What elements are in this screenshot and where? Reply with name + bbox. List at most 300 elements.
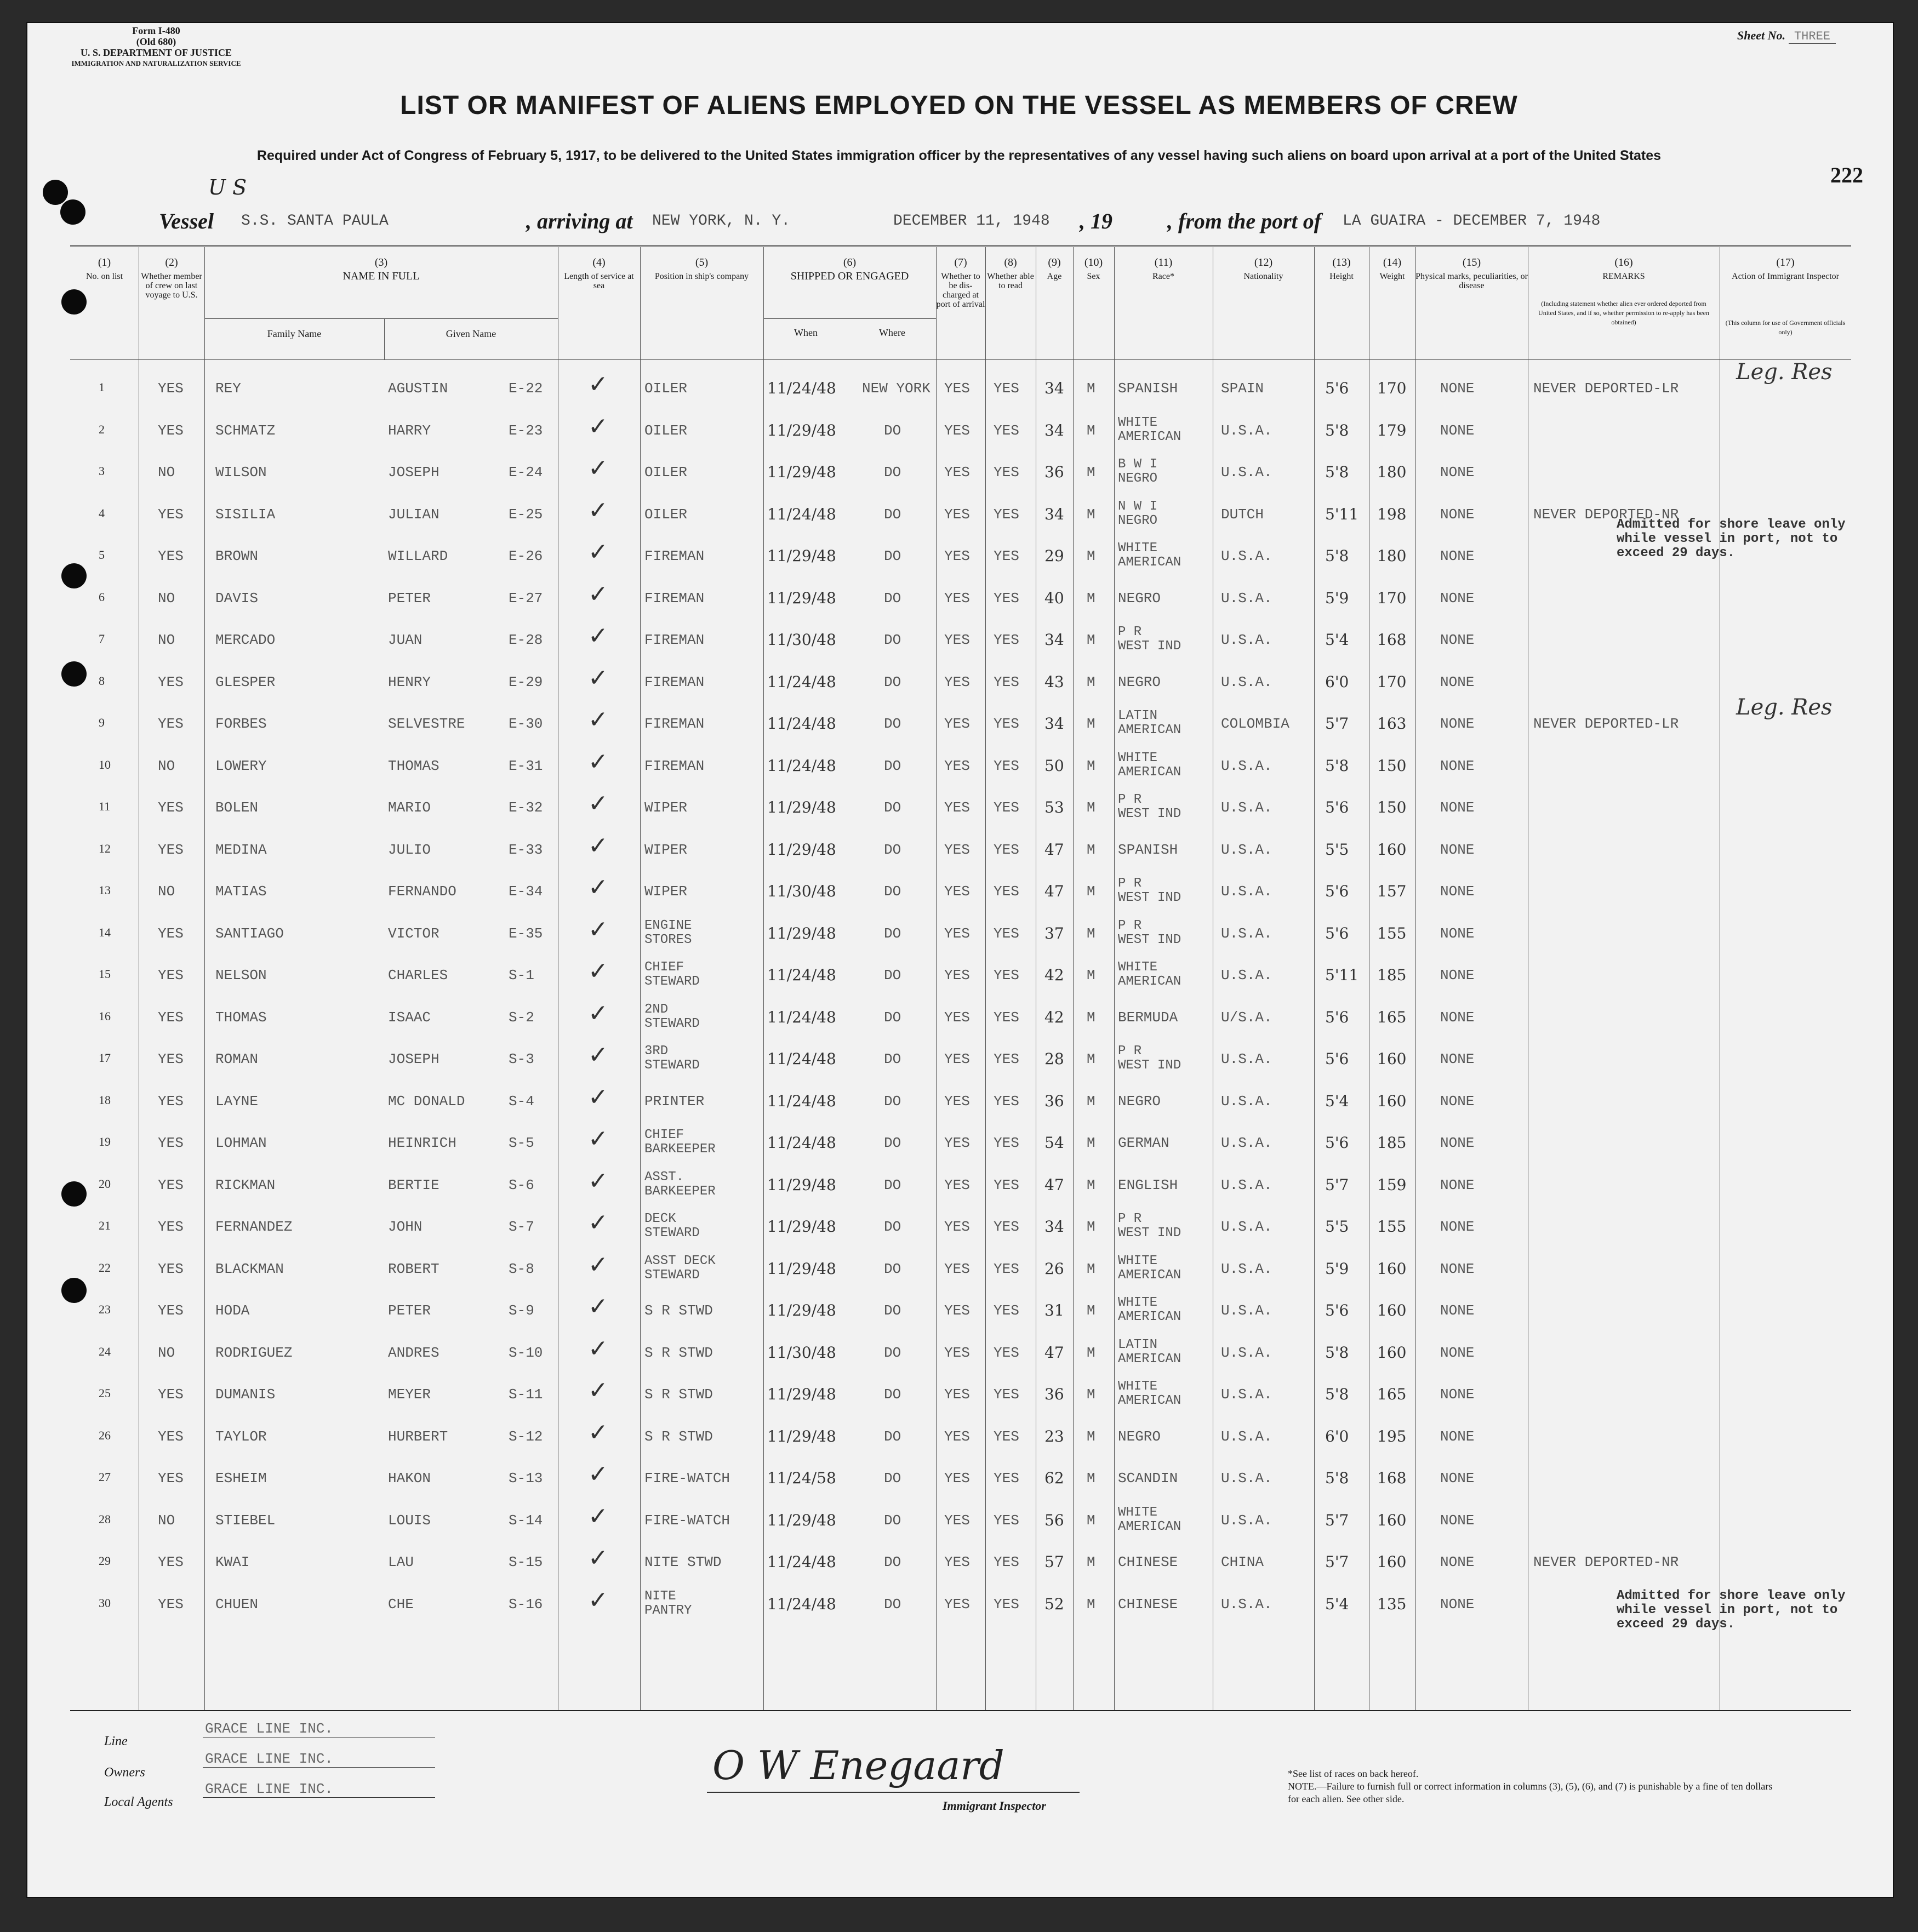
crew-code: S-15: [509, 1554, 543, 1570]
race: SCANDIN: [1118, 1470, 1178, 1487]
row-number: 27: [99, 1470, 111, 1484]
weight: 163: [1377, 715, 1407, 733]
discharged: YES: [944, 506, 970, 523]
position: FIRE-WATCH: [644, 1512, 730, 1529]
sex: M: [1087, 716, 1095, 732]
shipped-date: 11/24/48: [767, 379, 836, 397]
shipped-date: 11/24/48: [767, 1050, 836, 1068]
remarks-note: (Including statement whether alien ever ordered deported from United States, and if so, whether permission to re-apply has been obtained): [1538, 300, 1709, 326]
height: 6'0: [1325, 1427, 1349, 1445]
column-header: [936, 258, 985, 309]
physical-marks: NONE: [1440, 1512, 1475, 1529]
crew-code: S-2: [509, 1009, 534, 1026]
weight: 160: [1377, 1091, 1407, 1110]
discharged: YES: [944, 380, 970, 397]
age: 42: [1044, 966, 1064, 984]
race: N W I NEGRO: [1118, 499, 1158, 528]
sex: M: [1087, 757, 1095, 774]
height: 5'7: [1325, 1553, 1349, 1571]
remarks: NEVER DEPORTED-LR: [1533, 716, 1679, 732]
weight: 157: [1377, 882, 1407, 900]
column-label: SHIPPED OR ENGAGED: [790, 270, 909, 282]
able-to-read: YES: [994, 632, 1019, 648]
position: ENGINE STORES: [644, 918, 692, 947]
weight: 170: [1377, 379, 1407, 397]
nationality: U.S.A.: [1221, 464, 1272, 481]
discharged: YES: [944, 1386, 970, 1403]
family-name: MATIAS: [215, 883, 267, 900]
inspector-label: Immigrant Inspector: [943, 1799, 1046, 1813]
column-label: Whether able to read: [987, 272, 1034, 290]
age: 42: [1044, 1008, 1064, 1026]
column-number: (3): [374, 256, 388, 268]
row-number: 6: [99, 590, 105, 604]
service-checkmark: ✓: [588, 370, 608, 398]
position: FIRE-WATCH: [644, 1470, 730, 1487]
crew-last-voyage: NO: [158, 883, 175, 900]
row-number: 21: [99, 1219, 111, 1232]
physical-marks: NONE: [1440, 1554, 1475, 1570]
service-checkmark: ✓: [588, 1250, 608, 1279]
nationality: DUTCH: [1221, 506, 1264, 523]
position: OILER: [644, 380, 688, 397]
family-name: RICKMAN: [215, 1176, 276, 1193]
crew-last-voyage: YES: [158, 1093, 184, 1110]
height: 5'7: [1325, 1511, 1349, 1529]
weight: 155: [1377, 1217, 1407, 1236]
row-number: 23: [99, 1302, 111, 1316]
shipped-where: DO: [884, 422, 901, 439]
age: 34: [1044, 505, 1064, 523]
crew-code: E-23: [509, 422, 543, 439]
nationality: U.S.A.: [1221, 1470, 1272, 1487]
row-number: 30: [99, 1596, 111, 1610]
physical-marks: NONE: [1440, 380, 1475, 397]
discharged: YES: [944, 673, 970, 690]
crew-last-voyage: YES: [158, 1135, 184, 1151]
age: 40: [1044, 588, 1064, 607]
shipped-date: 11/29/48: [767, 588, 836, 607]
race: BERMUDA: [1118, 1009, 1178, 1026]
age: 37: [1044, 924, 1064, 942]
shipped-where: DO: [884, 1596, 901, 1613]
position: CHIEF STEWARD: [644, 960, 700, 989]
column-header: [763, 258, 936, 282]
nationality: U.S.A.: [1221, 799, 1272, 816]
discharged: YES: [944, 1051, 970, 1067]
service-checkmark: ✓: [588, 957, 608, 985]
physical-marks: NONE: [1440, 590, 1475, 607]
crew-code: E-32: [509, 799, 543, 816]
crew-code: S-9: [509, 1302, 534, 1319]
height: 5'6: [1325, 1050, 1349, 1068]
nationality: U.S.A.: [1221, 590, 1272, 607]
from-port-label: , from the port of: [1167, 209, 1322, 233]
column-header: [1073, 258, 1114, 281]
column-header: [1314, 258, 1369, 281]
column-number: (13): [1332, 256, 1351, 268]
weight: 160: [1377, 1259, 1407, 1278]
family-name: NELSON: [215, 967, 267, 984]
column-number: (9): [1048, 256, 1061, 268]
weight: 160: [1377, 1301, 1407, 1319]
family-name: MERCADO: [215, 632, 276, 648]
crew-code: E-35: [509, 925, 543, 942]
given-name: SELVESTRE: [388, 716, 465, 732]
able-to-read: YES: [994, 1009, 1019, 1026]
race: P R WEST IND: [1118, 1044, 1181, 1073]
sex: M: [1087, 925, 1095, 942]
shipped-date: 11/29/48: [767, 1427, 836, 1445]
height: 5'5: [1325, 840, 1349, 859]
height: 5'11: [1325, 966, 1359, 984]
column-label: No. on list: [85, 272, 123, 281]
service-checkmark: ✓: [588, 873, 608, 901]
given-name: LOUIS: [388, 1512, 431, 1529]
crew-last-voyage: YES: [158, 799, 184, 816]
form-old-number: (Old 680): [136, 36, 176, 47]
sex: M: [1087, 632, 1095, 648]
race: WHITE AMERICAN: [1118, 1505, 1181, 1534]
family-name: FORBES: [215, 716, 267, 732]
shipped-where: DO: [884, 1302, 901, 1319]
service-checkmark: ✓: [588, 496, 608, 524]
fine-note: NOTE.—Failure to furnish full or correct information in columns (3), (5), (6), and (7) is punishable by a fine of ten dollars for each alien. See other side.: [1288, 1781, 1773, 1804]
height: 6'0: [1325, 672, 1349, 691]
vessel-name: S.S. SANTA PAULA: [241, 213, 389, 230]
column-label: Length of service at sea: [564, 272, 634, 290]
nationality: U.S.A.: [1221, 925, 1272, 942]
row-number: 22: [99, 1260, 111, 1274]
given-name: HARRY: [388, 422, 431, 439]
given-name: BERTIE: [388, 1176, 439, 1193]
discharged: YES: [944, 1135, 970, 1151]
service-checkmark: ✓: [588, 706, 608, 734]
shipped-where: DO: [884, 1219, 901, 1235]
shore-leave-stamp: Admitted for shore leave only while vessel in port, not to exceed 29 days.: [1617, 1588, 1846, 1632]
age: 31: [1044, 1301, 1064, 1319]
race: WHITE AMERICAN: [1118, 415, 1181, 444]
crew-code: S-1: [509, 967, 534, 984]
row-number: 24: [99, 1344, 111, 1358]
able-to-read: YES: [994, 883, 1019, 900]
action-note: (This column for use of Government officials only): [1725, 319, 1846, 336]
service-checkmark: ✓: [588, 664, 608, 692]
shipped-date: 11/29/48: [767, 421, 836, 439]
crew-code: S-11: [509, 1386, 543, 1403]
nationality: U.S.A.: [1221, 883, 1272, 900]
service-checkmark: ✓: [588, 1125, 608, 1153]
header-divider: [763, 318, 936, 319]
shipped-where: DO: [884, 673, 901, 690]
race: NEGRO: [1118, 1093, 1161, 1110]
given-name: FERNANDO: [388, 883, 456, 900]
age: 28: [1044, 1050, 1064, 1068]
given-name: ROBERT: [388, 1260, 439, 1277]
shipped-date: 11/24/58: [767, 1469, 836, 1487]
discharged: YES: [944, 757, 970, 774]
position: 3RD STEWARD: [644, 1044, 700, 1073]
discharged: YES: [944, 1428, 970, 1445]
shipped-where: DO: [884, 1470, 901, 1487]
discharged: YES: [944, 632, 970, 648]
position: WIPER: [644, 841, 688, 858]
column-header: [1036, 258, 1073, 281]
height: 5'9: [1325, 1259, 1349, 1278]
inspector-signature: O W Enegaard: [712, 1742, 1004, 1788]
race: WHITE AMERICAN: [1118, 1295, 1181, 1324]
crew-code: S-6: [509, 1176, 534, 1193]
shipped-where: DO: [884, 1344, 901, 1361]
remarks: NEVER DEPORTED-NR: [1533, 506, 1679, 523]
row-number: 26: [99, 1428, 111, 1442]
discharged: YES: [944, 1470, 970, 1487]
sex: M: [1087, 841, 1095, 858]
discharged: YES: [944, 841, 970, 858]
age: 34: [1044, 631, 1064, 649]
service-checkmark: ✓: [588, 1502, 608, 1530]
service-checkmark: ✓: [588, 1293, 608, 1321]
given-name-header: Given Name: [446, 328, 496, 339]
physical-marks: NONE: [1440, 967, 1475, 984]
age: 34: [1044, 379, 1064, 397]
nationality: U.S.A.: [1221, 422, 1272, 439]
physical-marks: NONE: [1440, 1596, 1475, 1613]
when-header: When: [794, 327, 818, 338]
row-number: 17: [99, 1051, 111, 1065]
age: 52: [1044, 1594, 1064, 1613]
shipped-where: DO: [884, 967, 901, 984]
able-to-read: YES: [994, 1386, 1019, 1403]
sheet-label: Sheet No.: [1737, 28, 1785, 42]
crew-last-voyage: YES: [158, 422, 184, 439]
column-label: Whether member of crew on last voyage to U.S.: [141, 272, 202, 300]
binder-hole: [43, 180, 68, 205]
given-name: VICTOR: [388, 925, 439, 942]
physical-marks: NONE: [1440, 673, 1475, 690]
position: FIREMAN: [644, 673, 705, 690]
service-checkmark: ✓: [588, 1334, 608, 1363]
column-divider: [1073, 247, 1074, 1710]
crew-last-voyage: YES: [158, 1470, 184, 1487]
shipped-where: DO: [884, 799, 901, 816]
nationality: U.S.A.: [1221, 757, 1272, 774]
age: 29: [1044, 547, 1064, 565]
row-number: 13: [99, 883, 111, 897]
row-number: 3: [99, 464, 105, 478]
height: 5'8: [1325, 1343, 1349, 1362]
inspector-action: Leg. Res: [1736, 695, 1833, 720]
column-number: (16): [1614, 256, 1633, 268]
column-header: [1213, 258, 1314, 281]
race: WHITE AMERICAN: [1118, 541, 1181, 570]
discharged: YES: [944, 925, 970, 942]
header-divider: [70, 359, 1851, 360]
age: 56: [1044, 1511, 1064, 1529]
crew-last-voyage: YES: [158, 716, 184, 732]
position: FIREMAN: [644, 716, 705, 732]
crew-code: S-12: [509, 1428, 543, 1445]
given-name: JULIAN: [388, 506, 439, 523]
physical-marks: NONE: [1440, 632, 1475, 648]
age: 34: [1044, 715, 1064, 733]
sex: M: [1087, 883, 1095, 900]
age: 36: [1044, 463, 1064, 481]
shipped-date: 11/29/48: [767, 1385, 836, 1403]
column-divider: [640, 247, 641, 1710]
able-to-read: YES: [994, 464, 1019, 481]
shipped-where: DO: [884, 1386, 901, 1403]
shipped-date: 11/29/48: [767, 1175, 836, 1194]
shipped-date: 11/24/48: [767, 715, 836, 733]
discharged: YES: [944, 1093, 970, 1110]
column-divider: [936, 247, 937, 1710]
position: S R STWD: [644, 1386, 713, 1403]
family-name: CHUEN: [215, 1596, 259, 1613]
crew-code: E-28: [509, 632, 543, 648]
nationality: U.S.A.: [1221, 1093, 1272, 1110]
service-name: IMMIGRATION AND NATURALIZATION SERVICE: [71, 59, 241, 67]
physical-marks: NONE: [1440, 841, 1475, 858]
given-name: MEYER: [388, 1386, 431, 1403]
agents-value: GRACE LINE INC.: [203, 1781, 435, 1798]
column-header: [139, 258, 204, 300]
crew-code: S-3: [509, 1051, 534, 1067]
family-name: DUMANIS: [215, 1386, 276, 1403]
discharged: YES: [944, 1596, 970, 1613]
height: 5'11: [1325, 505, 1359, 523]
from-port: LA GUAIRA - DECEMBER 7, 1948: [1343, 213, 1601, 230]
height: 5'8: [1325, 463, 1349, 481]
age: 34: [1044, 421, 1064, 439]
column-number: (6): [843, 256, 857, 268]
age: 36: [1044, 1091, 1064, 1110]
height: 5'6: [1325, 1008, 1349, 1026]
service-checkmark: ✓: [588, 1209, 608, 1237]
position: OILER: [644, 506, 688, 523]
age: 36: [1044, 1385, 1064, 1403]
row-number: 28: [99, 1512, 111, 1526]
physical-marks: NONE: [1440, 1344, 1475, 1361]
weight: 168: [1377, 1469, 1407, 1487]
position: OILER: [644, 464, 688, 481]
race: GERMAN: [1118, 1135, 1169, 1151]
shipped-date: 11/24/48: [767, 1008, 836, 1026]
crew-last-voyage: YES: [158, 1176, 184, 1193]
row-number: 5: [99, 548, 105, 562]
page-title: LIST OR MANIFEST OF ALIENS EMPLOYED ON THE VESSEL AS MEMBERS OF CREW: [400, 91, 1518, 120]
shipped-date: 11/24/48: [767, 1091, 836, 1110]
given-name: MC DONALD: [388, 1093, 465, 1110]
column-divider: [763, 247, 764, 1710]
given-name: JOSEPH: [388, 1051, 439, 1067]
service-checkmark: ✓: [588, 790, 608, 818]
vessel-line: [159, 175, 1803, 236]
race: ENGLISH: [1118, 1176, 1178, 1193]
height: 5'8: [1325, 421, 1349, 439]
row-number: 20: [99, 1176, 111, 1191]
column-header: [1114, 258, 1213, 281]
service-checkmark: ✓: [588, 622, 608, 650]
sex: M: [1087, 1135, 1095, 1151]
shipped-where: DO: [884, 716, 901, 732]
physical-marks: NONE: [1440, 883, 1475, 900]
given-name: WILLARD: [388, 548, 448, 564]
age: 50: [1044, 756, 1064, 775]
discharged: YES: [944, 883, 970, 900]
given-name: AGUSTIN: [388, 380, 448, 397]
height: 5'6: [1325, 798, 1349, 816]
height: 5'6: [1325, 1301, 1349, 1319]
discharged: YES: [944, 1344, 970, 1361]
shipped-where: DO: [884, 1428, 901, 1445]
age: 34: [1044, 1217, 1064, 1236]
arriving-label: , arriving at: [526, 209, 633, 233]
service-checkmark: ✓: [588, 580, 608, 608]
nationality: U.S.A.: [1221, 1260, 1272, 1277]
position: NITE STWD: [644, 1554, 722, 1570]
crew-last-voyage: YES: [158, 1219, 184, 1235]
shipped-date: 11/30/48: [767, 1343, 836, 1362]
service-checkmark: ✓: [588, 831, 608, 860]
nationality: U.S.A.: [1221, 1219, 1272, 1235]
crew-last-voyage: YES: [158, 841, 184, 858]
family-name: DAVIS: [215, 590, 259, 607]
crew-last-voyage: NO: [158, 1512, 175, 1529]
column-number: (4): [592, 256, 606, 268]
shipped-date: 11/29/48: [767, 547, 836, 565]
row-number: 10: [99, 757, 111, 771]
shipped-where: DO: [884, 464, 901, 481]
family-name: SCHMATZ: [215, 422, 276, 439]
position: PRINTER: [644, 1093, 705, 1110]
given-name: JOHN: [388, 1219, 423, 1235]
crew-code: E-31: [509, 757, 543, 774]
sex: M: [1087, 1260, 1095, 1277]
column-number: (8): [1004, 256, 1017, 268]
service-checkmark: ✓: [588, 538, 608, 566]
sex: M: [1087, 967, 1095, 984]
row-number: 18: [99, 1093, 111, 1107]
vessel-label: Vessel: [159, 209, 214, 233]
nationality: SPAIN: [1221, 380, 1264, 397]
height: 5'8: [1325, 547, 1349, 565]
column-number: (1): [98, 256, 111, 268]
weight: 195: [1377, 1427, 1407, 1445]
row-number: 15: [99, 967, 111, 981]
sheet-value: THREE: [1789, 30, 1836, 44]
shipped-date: 11/24/48: [767, 1553, 836, 1571]
column-header: [1369, 258, 1415, 281]
races-note: *See list of races on back hereof.: [1288, 1768, 1419, 1779]
sex: M: [1087, 673, 1095, 690]
column-header: [70, 258, 139, 281]
shipped-where: DO: [884, 1135, 901, 1151]
position: NITE PANTRY: [644, 1588, 692, 1618]
nationality: U.S.A.: [1221, 1302, 1272, 1319]
shipped-where: DO: [884, 1009, 901, 1026]
weight: 160: [1377, 1553, 1407, 1571]
department-name: U. S. DEPARTMENT OF JUSTICE: [80, 47, 232, 58]
able-to-read: YES: [994, 1176, 1019, 1193]
position: WIPER: [644, 883, 688, 900]
crew-last-voyage: YES: [158, 1260, 184, 1277]
column-divider: [1114, 247, 1115, 1710]
weight: 165: [1377, 1008, 1407, 1026]
age: 26: [1044, 1259, 1064, 1278]
weight: 159: [1377, 1175, 1407, 1194]
column-number: (12): [1254, 256, 1273, 268]
